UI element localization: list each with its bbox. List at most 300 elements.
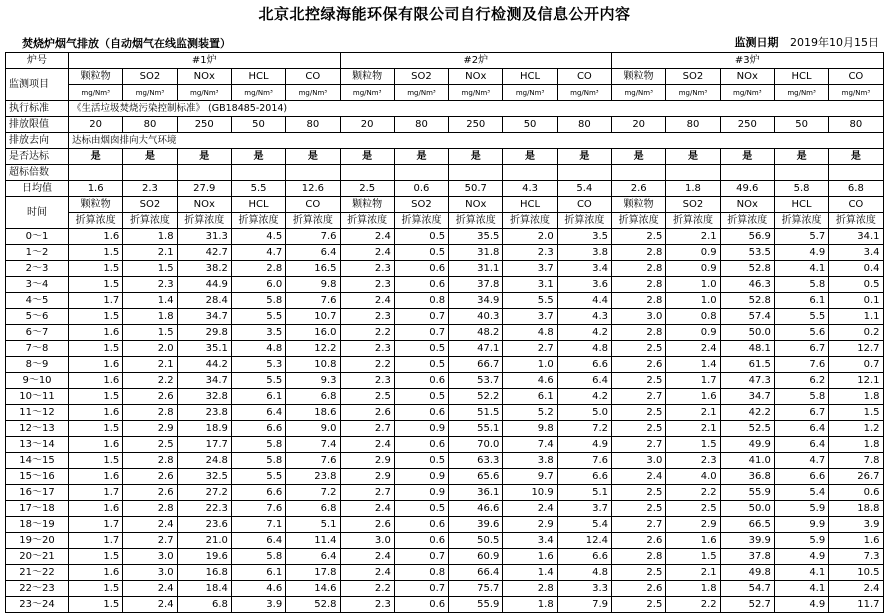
hourly-pollutant: NOx bbox=[720, 197, 774, 213]
converted-label: 折算浓度 bbox=[503, 213, 557, 229]
furnace-label: 炉号 bbox=[6, 53, 69, 69]
converted-label: 折算浓度 bbox=[69, 213, 123, 229]
hour-value: 2.2 bbox=[340, 357, 394, 373]
converted-label: 折算浓度 bbox=[177, 213, 231, 229]
hour-value: 4.1 bbox=[774, 261, 828, 277]
hour-value: 4.4 bbox=[557, 293, 611, 309]
hour-row bbox=[6, 293, 884, 309]
hour-value: 7.6 bbox=[774, 357, 828, 373]
hour-value: 7.8 bbox=[829, 453, 883, 469]
hour-value: 5.8 bbox=[231, 437, 285, 453]
hour-value: 1.5 bbox=[69, 597, 123, 613]
hour-value: 2.3 bbox=[340, 261, 394, 277]
hour-value: 2.1 bbox=[666, 229, 720, 245]
hour-value: 66.7 bbox=[449, 357, 503, 373]
hour-value: 3.0 bbox=[612, 453, 666, 469]
hour-row bbox=[6, 597, 884, 613]
hour-label: 7～8 bbox=[6, 341, 69, 357]
hour-value: 1.5 bbox=[666, 437, 720, 453]
exceed-value bbox=[394, 165, 448, 181]
hour-value: 6.1 bbox=[231, 389, 285, 405]
hour-value: 53.7 bbox=[449, 373, 503, 389]
standard-label: 执行标准 bbox=[6, 101, 69, 117]
hour-label: 6～7 bbox=[6, 325, 69, 341]
hourly-pollutant: SO2 bbox=[123, 197, 177, 213]
hour-value: 3.8 bbox=[503, 453, 557, 469]
hour-label: 20～21 bbox=[6, 549, 69, 565]
hour-value: 1.7 bbox=[666, 373, 720, 389]
hour-value: 12.4 bbox=[557, 533, 611, 549]
hour-value: 1.2 bbox=[829, 421, 883, 437]
hour-value: 3.4 bbox=[503, 533, 557, 549]
hour-label: 22～23 bbox=[6, 581, 69, 597]
hour-value: 7.9 bbox=[557, 597, 611, 613]
hour-value: 1.4 bbox=[503, 565, 557, 581]
hour-value: 2.5 bbox=[612, 501, 666, 517]
report-title: 北京北控绿海能环保有限公司自行检测及信息公开内容 bbox=[258, 5, 631, 23]
hourly-pollutant: 颗粒物 bbox=[340, 197, 394, 213]
hour-value: 2.5 bbox=[612, 341, 666, 357]
hour-value: 2.2 bbox=[666, 485, 720, 501]
hour-value: 5.1 bbox=[557, 485, 611, 501]
hour-value: 2.7 bbox=[612, 389, 666, 405]
hour-value: 4.6 bbox=[503, 373, 557, 389]
converted-label: 折算浓度 bbox=[612, 213, 666, 229]
hour-value: 52.2 bbox=[449, 389, 503, 405]
hourly-pollutant: SO2 bbox=[394, 197, 448, 213]
hour-value: 2.5 bbox=[612, 229, 666, 245]
hour-value: 2.8 bbox=[612, 277, 666, 293]
pollutant-header: NOx bbox=[177, 69, 231, 85]
hour-value: 2.7 bbox=[612, 517, 666, 533]
hour-row bbox=[6, 357, 884, 373]
hour-value: 12.2 bbox=[286, 341, 340, 357]
hour-value: 56.9 bbox=[720, 229, 774, 245]
hour-value: 2.6 bbox=[340, 405, 394, 421]
limit-value: 80 bbox=[557, 117, 611, 133]
unit-cell: mg/Nm³ bbox=[503, 85, 557, 101]
daily-row bbox=[6, 181, 884, 197]
hour-value: 4.5 bbox=[231, 229, 285, 245]
hour-value: 9.7 bbox=[503, 469, 557, 485]
hour-value: 0.8 bbox=[666, 309, 720, 325]
hour-row bbox=[6, 469, 884, 485]
hour-value: 1.4 bbox=[666, 357, 720, 373]
unit-cell: mg/Nm³ bbox=[231, 85, 285, 101]
destination-label: 排放去向 bbox=[6, 133, 69, 149]
hour-value: 5.1 bbox=[286, 517, 340, 533]
hourly-pollutant: NOx bbox=[449, 197, 503, 213]
daily-value: 49.6 bbox=[720, 181, 774, 197]
hour-value: 12.1 bbox=[829, 373, 883, 389]
hour-value: 49.9 bbox=[720, 437, 774, 453]
hour-value: 54.7 bbox=[720, 581, 774, 597]
hour-value: 4.8 bbox=[557, 565, 611, 581]
daily-value: 1.6 bbox=[69, 181, 123, 197]
hour-value: 1.6 bbox=[69, 565, 123, 581]
hour-value: 5.5 bbox=[503, 293, 557, 309]
hour-value: 1.5 bbox=[666, 549, 720, 565]
hour-value: 3.6 bbox=[557, 277, 611, 293]
compliant-value: 是 bbox=[557, 149, 611, 165]
limit-value: 80 bbox=[123, 117, 177, 133]
hour-value: 2.6 bbox=[612, 581, 666, 597]
pollutant-header: SO2 bbox=[123, 69, 177, 85]
hour-value: 3.5 bbox=[231, 325, 285, 341]
hour-value: 3.5 bbox=[557, 229, 611, 245]
hour-value: 5.6 bbox=[774, 325, 828, 341]
hour-value: 2.9 bbox=[503, 517, 557, 533]
hour-value: 7.1 bbox=[231, 517, 285, 533]
hour-value: 0.5 bbox=[394, 245, 448, 261]
hour-value: 0.5 bbox=[394, 341, 448, 357]
daily-value: 6.8 bbox=[829, 181, 883, 197]
exceed-value bbox=[720, 165, 774, 181]
hour-value: 16.8 bbox=[177, 565, 231, 581]
hour-value: 38.2 bbox=[177, 261, 231, 277]
hour-value: 1.5 bbox=[69, 389, 123, 405]
hour-value: 7.4 bbox=[286, 437, 340, 453]
hour-value: 37.8 bbox=[449, 277, 503, 293]
furnace-header: #2炉 bbox=[340, 53, 612, 69]
hour-value: 6.6 bbox=[774, 469, 828, 485]
hour-value: 0.6 bbox=[394, 261, 448, 277]
hour-value: 4.2 bbox=[557, 389, 611, 405]
hour-value: 0.5 bbox=[829, 277, 883, 293]
emission-table bbox=[5, 52, 884, 613]
hour-row bbox=[6, 245, 884, 261]
limit-value: 250 bbox=[720, 117, 774, 133]
compliant-row bbox=[6, 149, 884, 165]
hour-value: 40.3 bbox=[449, 309, 503, 325]
hour-value: 0.7 bbox=[829, 357, 883, 373]
hour-value: 1.6 bbox=[666, 533, 720, 549]
hour-value: 1.6 bbox=[69, 229, 123, 245]
hour-value: 1.8 bbox=[666, 581, 720, 597]
converted-label: 折算浓度 bbox=[449, 213, 503, 229]
hour-value: 2.7 bbox=[612, 437, 666, 453]
limit-value: 50 bbox=[503, 117, 557, 133]
hour-value: 27.2 bbox=[177, 485, 231, 501]
hour-value: 18.9 bbox=[177, 421, 231, 437]
hour-value: 3.7 bbox=[503, 309, 557, 325]
hour-value: 35.1 bbox=[177, 341, 231, 357]
hour-value: 7.2 bbox=[286, 485, 340, 501]
hour-value: 53.5 bbox=[720, 245, 774, 261]
hour-value: 2.3 bbox=[340, 597, 394, 613]
exceed-value bbox=[503, 165, 557, 181]
hour-value: 23.6 bbox=[177, 517, 231, 533]
hour-value: 11.7 bbox=[829, 597, 883, 613]
hour-value: 0.8 bbox=[394, 293, 448, 309]
hour-value: 0.5 bbox=[394, 357, 448, 373]
hour-value: 0.6 bbox=[394, 517, 448, 533]
converted-label: 折算浓度 bbox=[394, 213, 448, 229]
compliant-value: 是 bbox=[340, 149, 394, 165]
hour-row bbox=[6, 373, 884, 389]
hour-value: 3.0 bbox=[612, 309, 666, 325]
hour-value: 1.7 bbox=[69, 533, 123, 549]
compliant-value: 是 bbox=[829, 149, 883, 165]
converted-label: 折算浓度 bbox=[666, 213, 720, 229]
hour-value: 2.5 bbox=[340, 389, 394, 405]
hour-value: 2.6 bbox=[123, 485, 177, 501]
units-row bbox=[6, 85, 884, 101]
hour-value: 55.9 bbox=[449, 597, 503, 613]
hour-value: 2.7 bbox=[123, 533, 177, 549]
hour-value: 39.6 bbox=[449, 517, 503, 533]
hour-value: 57.4 bbox=[720, 309, 774, 325]
unit-cell: mg/Nm³ bbox=[666, 85, 720, 101]
hour-value: 3.0 bbox=[123, 549, 177, 565]
hour-value: 10.7 bbox=[286, 309, 340, 325]
hour-value: 28.4 bbox=[177, 293, 231, 309]
hour-value: 34.7 bbox=[177, 373, 231, 389]
furnace-header: #3炉 bbox=[612, 53, 884, 69]
hour-value: 7.6 bbox=[286, 229, 340, 245]
hour-value: 52.8 bbox=[286, 597, 340, 613]
standard-text: 《生活垃圾焚烧污染控制标准》 (GB18485-2014) bbox=[69, 101, 884, 117]
hour-value: 32.5 bbox=[177, 469, 231, 485]
hour-value: 22.3 bbox=[177, 501, 231, 517]
hour-value: 2.6 bbox=[123, 389, 177, 405]
daily-value: 12.6 bbox=[286, 181, 340, 197]
hour-value: 5.5 bbox=[231, 469, 285, 485]
hour-value: 6.6 bbox=[231, 421, 285, 437]
daily-value: 5.5 bbox=[231, 181, 285, 197]
hour-value: 4.6 bbox=[231, 581, 285, 597]
hour-value: 0.7 bbox=[394, 549, 448, 565]
hour-value: 2.8 bbox=[231, 261, 285, 277]
hour-value: 41.0 bbox=[720, 453, 774, 469]
hour-value: 0.5 bbox=[394, 453, 448, 469]
hourly-pollutant: 颗粒物 bbox=[612, 197, 666, 213]
hour-value: 29.8 bbox=[177, 325, 231, 341]
destination-row bbox=[6, 133, 884, 149]
pollutant-header: 颗粒物 bbox=[340, 69, 394, 85]
hour-value: 0.8 bbox=[394, 565, 448, 581]
hour-value: 1.5 bbox=[123, 325, 177, 341]
hour-value: 5.8 bbox=[231, 549, 285, 565]
hour-value: 0.9 bbox=[394, 421, 448, 437]
hour-label: 1～2 bbox=[6, 245, 69, 261]
hour-value: 52.7 bbox=[720, 597, 774, 613]
hour-value: 0.6 bbox=[394, 597, 448, 613]
hourly-pollutant: HCL bbox=[774, 197, 828, 213]
unit-cell: mg/Nm³ bbox=[557, 85, 611, 101]
hour-value: 2.5 bbox=[123, 437, 177, 453]
hour-value: 18.6 bbox=[286, 405, 340, 421]
hour-value: 34.1 bbox=[829, 229, 883, 245]
hour-value: 32.8 bbox=[177, 389, 231, 405]
hour-value: 66.5 bbox=[720, 517, 774, 533]
exceed-value bbox=[177, 165, 231, 181]
hour-value: 2.3 bbox=[340, 277, 394, 293]
daily-value: 27.9 bbox=[177, 181, 231, 197]
hour-value: 18.8 bbox=[829, 501, 883, 517]
hour-value: 31.3 bbox=[177, 229, 231, 245]
hour-label: 10～11 bbox=[6, 389, 69, 405]
hour-value: 4.0 bbox=[666, 469, 720, 485]
converted-label: 折算浓度 bbox=[340, 213, 394, 229]
hour-value: 1.5 bbox=[123, 261, 177, 277]
hour-value: 16.0 bbox=[286, 325, 340, 341]
hour-value: 1.8 bbox=[503, 597, 557, 613]
unit-cell: mg/Nm³ bbox=[340, 85, 394, 101]
hour-value: 6.4 bbox=[774, 437, 828, 453]
hour-value: 4.8 bbox=[503, 325, 557, 341]
hour-value: 2.1 bbox=[123, 245, 177, 261]
hour-value: 5.9 bbox=[774, 533, 828, 549]
unit-cell: mg/Nm³ bbox=[612, 85, 666, 101]
compliant-value: 是 bbox=[774, 149, 828, 165]
hour-row bbox=[6, 453, 884, 469]
hour-value: 4.9 bbox=[557, 437, 611, 453]
exceed-value bbox=[231, 165, 285, 181]
hour-value: 9.8 bbox=[286, 277, 340, 293]
hour-value: 1.6 bbox=[69, 501, 123, 517]
compliant-value: 是 bbox=[123, 149, 177, 165]
hour-value: 37.8 bbox=[720, 549, 774, 565]
time-label: 时间 bbox=[6, 197, 69, 229]
unit-cell: mg/Nm³ bbox=[177, 85, 231, 101]
hour-value: 4.7 bbox=[774, 453, 828, 469]
hour-value: 10.9 bbox=[503, 485, 557, 501]
hour-value: 6.0 bbox=[231, 277, 285, 293]
hour-value: 9.3 bbox=[286, 373, 340, 389]
hour-value: 2.6 bbox=[612, 533, 666, 549]
hour-value: 7.4 bbox=[503, 437, 557, 453]
hour-value: 12.7 bbox=[829, 341, 883, 357]
hour-value: 2.4 bbox=[340, 293, 394, 309]
daily-value: 5.4 bbox=[557, 181, 611, 197]
limit-value: 80 bbox=[286, 117, 340, 133]
exceed-value bbox=[449, 165, 503, 181]
hour-value: 10.8 bbox=[286, 357, 340, 373]
hour-value: 1.5 bbox=[69, 277, 123, 293]
hour-value: 65.6 bbox=[449, 469, 503, 485]
hour-value: 2.8 bbox=[612, 261, 666, 277]
hour-value: 1.7 bbox=[69, 485, 123, 501]
hourly-pollutant: CO bbox=[829, 197, 883, 213]
hourly-pollutant: 颗粒物 bbox=[69, 197, 123, 213]
hour-value: 5.7 bbox=[774, 229, 828, 245]
hour-row bbox=[6, 533, 884, 549]
hour-value: 34.9 bbox=[449, 293, 503, 309]
hour-value: 0.6 bbox=[394, 277, 448, 293]
exceed-label: 超标倍数 bbox=[6, 165, 69, 181]
hour-value: 6.6 bbox=[557, 549, 611, 565]
hour-value: 0.9 bbox=[666, 245, 720, 261]
unit-cell: mg/Nm³ bbox=[123, 85, 177, 101]
hour-value: 2.4 bbox=[340, 549, 394, 565]
hour-value: 3.1 bbox=[503, 277, 557, 293]
hour-value: 5.5 bbox=[231, 309, 285, 325]
hour-value: 4.9 bbox=[774, 549, 828, 565]
hour-row bbox=[6, 549, 884, 565]
compliant-label: 是否达标 bbox=[6, 149, 69, 165]
hour-value: 2.5 bbox=[612, 373, 666, 389]
hourly-pollutant: CO bbox=[557, 197, 611, 213]
limit-value: 20 bbox=[340, 117, 394, 133]
standard-row bbox=[6, 101, 884, 117]
hour-value: 6.4 bbox=[286, 245, 340, 261]
pollutant-header: SO2 bbox=[394, 69, 448, 85]
hour-value: 9.9 bbox=[774, 517, 828, 533]
hour-value: 11.4 bbox=[286, 533, 340, 549]
hour-value: 1.8 bbox=[829, 389, 883, 405]
hour-value: 0.1 bbox=[829, 293, 883, 309]
hour-value: 17.7 bbox=[177, 437, 231, 453]
hour-value: 24.8 bbox=[177, 453, 231, 469]
monitoring-date bbox=[735, 34, 880, 50]
hour-value: 4.8 bbox=[231, 341, 285, 357]
daily-value: 2.3 bbox=[123, 181, 177, 197]
hour-value: 4.7 bbox=[231, 245, 285, 261]
hour-value: 1.6 bbox=[69, 373, 123, 389]
converted-label: 折算浓度 bbox=[720, 213, 774, 229]
daily-value: 1.8 bbox=[666, 181, 720, 197]
hour-value: 2.4 bbox=[340, 229, 394, 245]
hour-value: 6.1 bbox=[774, 293, 828, 309]
hour-label: 19～20 bbox=[6, 533, 69, 549]
hour-value: 0.7 bbox=[394, 325, 448, 341]
hour-row bbox=[6, 565, 884, 581]
hour-value: 3.4 bbox=[829, 245, 883, 261]
hour-value: 4.3 bbox=[557, 309, 611, 325]
hourly-pollutant: NOx bbox=[177, 197, 231, 213]
hour-value: 2.3 bbox=[123, 277, 177, 293]
hour-row bbox=[6, 581, 884, 597]
hour-value: 1.6 bbox=[829, 533, 883, 549]
hour-value: 5.8 bbox=[231, 293, 285, 309]
hour-value: 1.6 bbox=[69, 325, 123, 341]
hour-label: 9～10 bbox=[6, 373, 69, 389]
hour-value: 63.3 bbox=[449, 453, 503, 469]
unit-cell: mg/Nm³ bbox=[774, 85, 828, 101]
unit-cell: mg/Nm³ bbox=[449, 85, 503, 101]
hour-value: 1.5 bbox=[69, 341, 123, 357]
hour-value: 55.1 bbox=[449, 421, 503, 437]
hour-label: 15～16 bbox=[6, 469, 69, 485]
hour-value: 47.3 bbox=[720, 373, 774, 389]
hour-value: 44.2 bbox=[177, 357, 231, 373]
hour-value: 1.0 bbox=[503, 357, 557, 373]
hour-value: 46.3 bbox=[720, 277, 774, 293]
hour-value: 1.8 bbox=[123, 309, 177, 325]
hour-value: 0.6 bbox=[394, 405, 448, 421]
hour-value: 6.7 bbox=[774, 341, 828, 357]
hour-value: 1.6 bbox=[69, 357, 123, 373]
hour-value: 5.5 bbox=[774, 309, 828, 325]
hour-value: 1.6 bbox=[666, 389, 720, 405]
items-label: 监测项目 bbox=[6, 69, 69, 101]
hour-value: 3.7 bbox=[503, 261, 557, 277]
compliant-value: 是 bbox=[69, 149, 123, 165]
hour-row bbox=[6, 341, 884, 357]
hour-value: 6.1 bbox=[231, 565, 285, 581]
hour-label: 14～15 bbox=[6, 453, 69, 469]
hour-value: 2.7 bbox=[503, 341, 557, 357]
pollutant-header: CO bbox=[829, 69, 883, 85]
hour-value: 0.6 bbox=[394, 437, 448, 453]
hour-value: 2.8 bbox=[503, 581, 557, 597]
exceed-value bbox=[612, 165, 666, 181]
hour-value: 2.8 bbox=[123, 453, 177, 469]
limit-value: 20 bbox=[612, 117, 666, 133]
converted-label: 折算浓度 bbox=[231, 213, 285, 229]
hour-value: 6.4 bbox=[557, 373, 611, 389]
